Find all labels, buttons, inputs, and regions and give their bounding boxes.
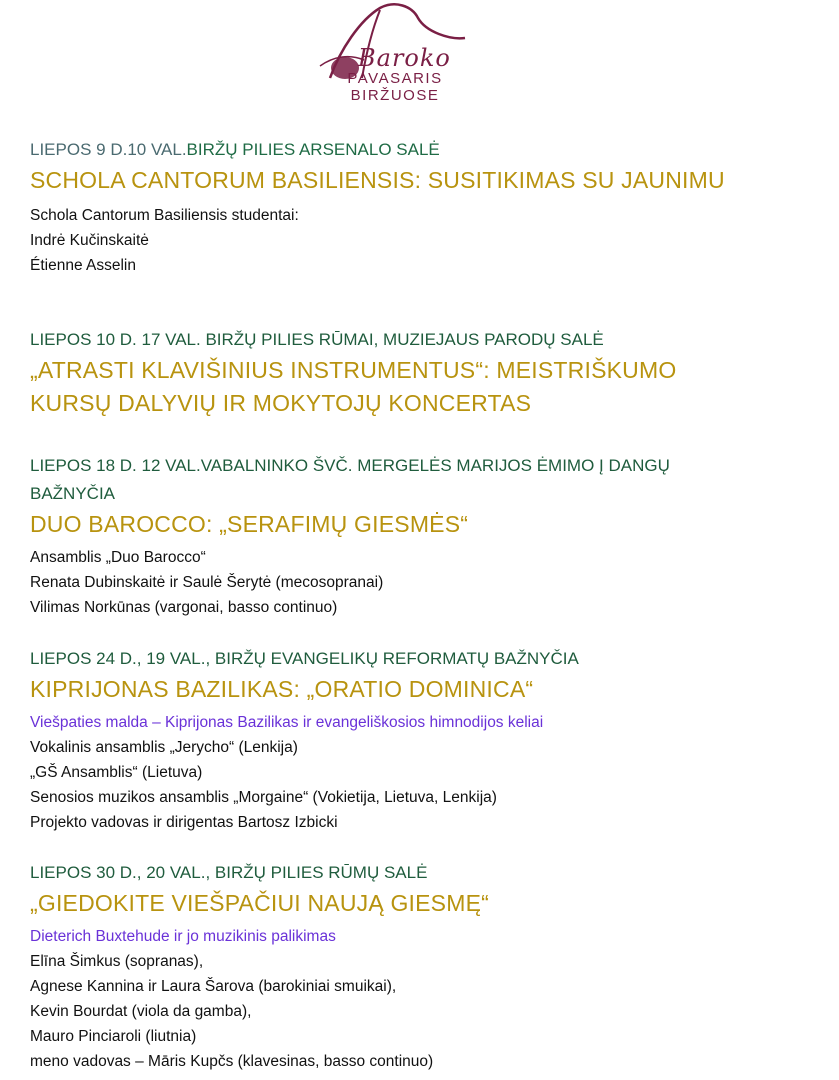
event-4 [30, 645, 820, 835]
event-title-line: KURSŲ DALYVIŲ IR MOKYTOJŲ KONCERTAS [30, 390, 532, 416]
performer-line: Senosios muzikos ansamblis „Morgaine“ (Vokietija, Lietuva, Lenkija) [30, 789, 497, 806]
event-title: DUO BAROCCO: „SERAFIMŲ GIESMĖS“ [30, 511, 469, 537]
event-subtitle: Viešpaties malda – Kiprijonas Bazilikas ir evangeliškosios himnodijos keliai [30, 714, 544, 731]
performer-line: „GŠ Ansamblis“ (Lietuva) [30, 764, 203, 781]
event-title: SCHOLA CANTORUM BASILIENSIS: SUSITIKIMAS SU JAUNIMU [30, 167, 725, 193]
event-title: KIPRIJONAS BAZILIKAS: „ORATIO DOMINICA“ [30, 676, 534, 702]
event-subtitle: Dieterich Buxtehude ir jo muzikinis palikimas [30, 928, 336, 945]
performer-line: Renata Dubinskaitė ir Saulė Šerytė (mecosopranai) [30, 574, 384, 591]
event-title: „GIEDOKITE VIEŠPAČIUI NAUJĄ GIESMĘ“ [30, 890, 489, 916]
performer-line: Elīna Šimkus (sopranas), [30, 953, 204, 970]
event-location: BIRŽŲ PILIES ARSENALO SALĖ [186, 140, 440, 159]
event-heading: LIEPOS 30 D., 20 VAL., BIRŽŲ PILIES RŪMŲ SALĖ [30, 863, 428, 882]
performer-line: Vilimas Norkūnas (vargonai, basso continuo) [30, 599, 338, 616]
performer-line: Kevin Bourdat (viola da gamba), [30, 1003, 252, 1020]
event-date: LIEPOS 9 D.10 VAL. [30, 140, 187, 159]
performer-line: Vokalinis ansamblis „Jerycho“ (Lenkija) [30, 739, 298, 756]
event-heading-line: BAŽNYČIA [30, 484, 116, 503]
logo-word: Baroko [358, 44, 451, 72]
event-heading: LIEPOS 24 D., 19 VAL., BIRŽŲ EVANGELIKŲ REFORMATŲ BAŽNYČIA [30, 649, 579, 668]
event-1 [30, 136, 820, 278]
event-heading-line: LIEPOS 18 D. 12 VAL.VABALNINKO ŠVČ. MERGELĖS MARIJOS ĖMIMO Į DANGŲ [30, 456, 670, 475]
performer-line: meno vadovas – Māris Kupčs (klavesinas, basso continuo) [30, 1053, 434, 1070]
performer-line: Projekto vadovas ir dirigentas Bartosz Izbicki [30, 814, 338, 831]
event-title-line: „ATRASTI KLAVIŠINIUS INSTRUMENTUS“: MEISTRIŠKUMO [30, 357, 677, 383]
performer-line: Indrė Kučinskaitė [30, 232, 149, 249]
performer-line: Mauro Pinciaroli (liutnia) [30, 1028, 197, 1045]
event-5 [30, 859, 820, 1074]
logo-line-2: BIRŽUOSE [350, 87, 440, 104]
logo-line-1: PAVASARIS [347, 70, 443, 87]
event-heading: LIEPOS 10 D. 17 VAL. BIRŽŲ PILIES RŪMAI, MUZIEJAUS PARODŲ SALĖ [30, 330, 604, 349]
performer-line: Agnese Kannina ir Laura Šarova (barokiniai smuikai), [30, 978, 397, 995]
performer-line: Ansamblis „Duo Barocco“ [30, 549, 206, 566]
festival-logo [300, 0, 470, 110]
event-heading [30, 136, 820, 164]
performer-line: Étienne Asselin [30, 257, 136, 274]
event-3 [30, 452, 820, 620]
performer-line: Schola Cantorum Basiliensis studentai: [30, 207, 299, 224]
event-2 [30, 326, 820, 420]
